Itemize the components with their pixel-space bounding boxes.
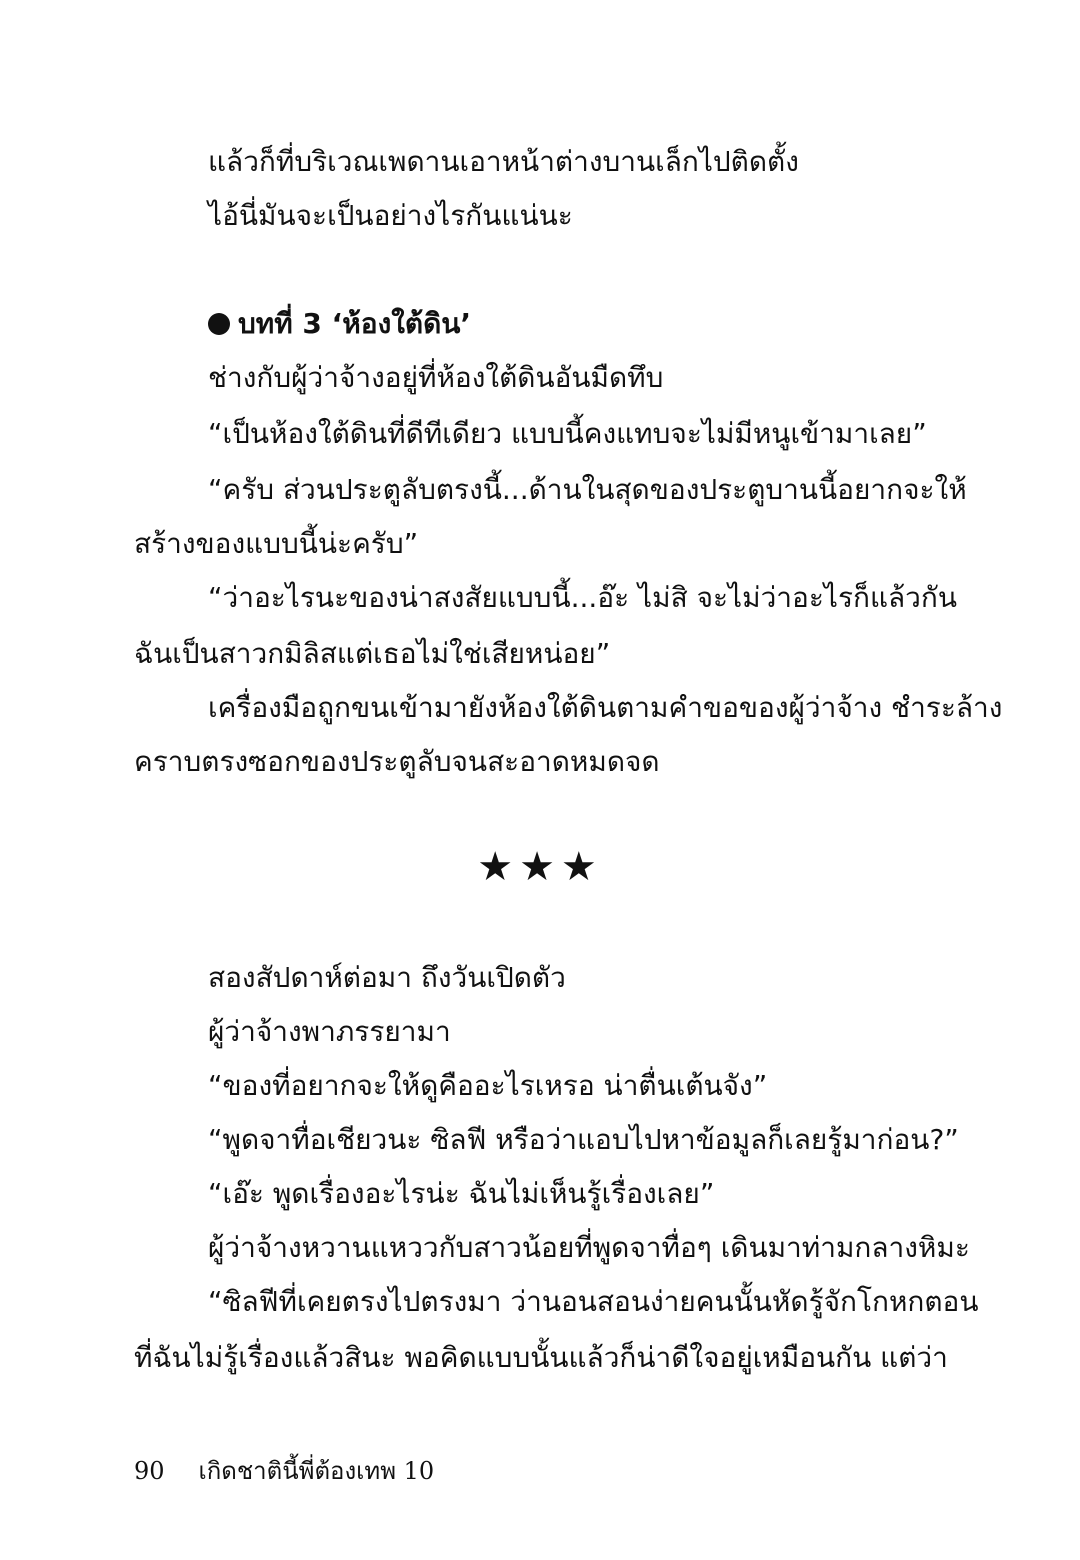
paragraph-line: “ของที่อยากจะให้ดูคืออะไรเหรอ น่าตื่นเต้นจัง” [208, 1069, 768, 1102]
paragraph-line: “ว่าอะไรนะของน่าสงสัยแบบนี้...อ๊ะ ไม่สิ จะไม่ว่าอะไรก็แล้วกัน [208, 581, 957, 614]
paragraph-line: “ซิลฟีที่เคยตรงไปตรงมา ว่านอนสอนง่ายคนนั้นหัดรู้จักโกหกตอน [208, 1285, 979, 1318]
paragraph-line: ผู้ว่าจ้างหวานแหววกับสาวน้อยที่พูดจาทื่อๆ เดินมาท่ามกลางหิมะ [208, 1231, 970, 1264]
scene-break-divider: ★★★ [477, 844, 603, 890]
paragraph-line: ช่างกับผู้ว่าจ้างอยู่ที่ห้องใต้ดินอันมืดทึบ [208, 361, 664, 394]
paragraph-line: ผู้ว่าจ้างพาภรรยามา [208, 1015, 451, 1048]
chapter-heading [208, 304, 471, 344]
paragraph-line: เครื่องมือถูกขนเข้ามายังห้องใต้ดินตามคำขอของผู้ว่าจ้าง ชำระล้าง [208, 691, 1003, 724]
page-footer [134, 1456, 434, 1486]
page-number: 90 [134, 1457, 165, 1485]
paragraph-line: “เป็นห้องใต้ดินที่ดีทีเดียว แบบนี้คงแทบจะไม่มีหนูเข้ามาเลย” [208, 417, 927, 450]
chapter-heading-text: บทที่ 3 ‘ห้องใต้ดิน’ [238, 307, 472, 340]
paragraph-line: สร้างของแบบนี้น่ะครับ” [134, 527, 419, 560]
book-title: เกิดชาตินี้พี่ต้องเทพ 10 [198, 1457, 435, 1485]
paragraph-line: แล้วก็ที่บริเวณเพดานเอาหน้าต่างบานเล็กไปติดตั้ง [208, 145, 799, 178]
paragraph-line: ที่ฉันไม่รู้เรื่องแล้วสินะ พอคิดแบบนั้นแล้วก็น่าดีใจอยู่เหมือนกัน แต่ว่า [134, 1341, 948, 1374]
paragraph-line: “เอ๊ะ พูดเรื่องอะไรน่ะ ฉันไม่เห็นรู้เรื่องเลย” [208, 1177, 715, 1210]
paragraph-line: “พูดจาทื่อเชียวนะ ซิลฟี หรือว่าแอบไปหาข้อมูลก็เลยรู้มาก่อน?” [208, 1123, 959, 1156]
bullet-icon [208, 313, 230, 335]
paragraph-line: ฉันเป็นสาวกมิลิสแต่เธอไม่ใช่เสียหน่อย” [134, 637, 611, 670]
paragraph-line: “ครับ ส่วนประตูลับตรงนี้...ด้านในสุดของประตูบานนี้อยากจะให้ [208, 473, 967, 506]
paragraph-line: สองสัปดาห์ต่อมา ถึงวันเปิดตัว [208, 961, 566, 994]
paragraph-line: คราบตรงซอกของประตูลับจนสะอาดหมดจด [134, 745, 660, 778]
paragraph-line: ไอ้นี่มันจะเป็นอย่างไรกันแน่นะ [208, 199, 573, 232]
